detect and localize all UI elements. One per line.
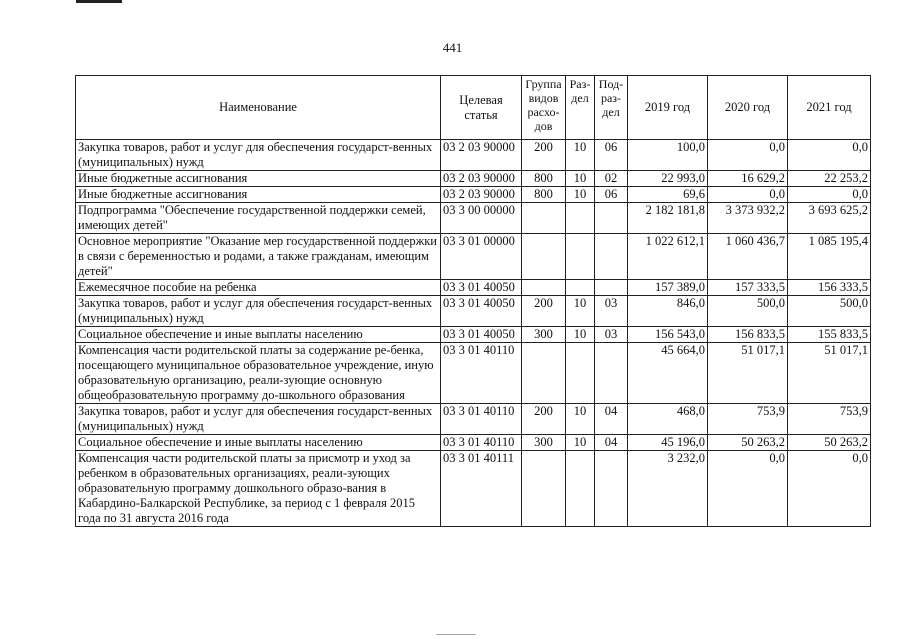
cell-subsection	[595, 451, 628, 527]
table-row	[76, 187, 871, 203]
cell-target-code: 03 3 01 40110	[441, 343, 522, 404]
cell-name: Закупка товаров, работ и услуг для обеспечения государст-венных (муниципальных) нужд	[76, 296, 441, 327]
table-row	[76, 451, 871, 527]
cell-subsection: 04	[595, 404, 628, 435]
cell-section: 10	[566, 404, 595, 435]
cell-2019: 45 196,0	[628, 435, 708, 451]
cell-2021: 500,0	[788, 296, 871, 327]
table-row	[76, 435, 871, 451]
cell-section: 10	[566, 140, 595, 171]
cell-2019: 157 389,0	[628, 280, 708, 296]
cell-target-code: 03 3 01 40050	[441, 327, 522, 343]
header-2020: 2020 год	[708, 76, 788, 140]
budget-table-wrapper	[75, 75, 871, 527]
cell-2020: 0,0	[708, 140, 788, 171]
header-group: Группа видов расхо-дов	[522, 76, 566, 140]
cell-section: 10	[566, 171, 595, 187]
table-body	[76, 140, 871, 527]
cell-2019: 100,0	[628, 140, 708, 171]
cell-2021: 753,9	[788, 404, 871, 435]
cell-group	[522, 451, 566, 527]
cell-name: Основное мероприятие "Оказание мер государственной поддержки в связи с беременностью и родами, а также гражданам, имеющим детей"	[76, 234, 441, 280]
cell-target-code: 03 3 01 40050	[441, 280, 522, 296]
cell-group	[522, 234, 566, 280]
table-row	[76, 327, 871, 343]
cell-2019: 468,0	[628, 404, 708, 435]
cell-name: Иные бюджетные ассигнования	[76, 171, 441, 187]
cell-2020: 51 017,1	[708, 343, 788, 404]
cell-target-code: 03 3 01 00000	[441, 234, 522, 280]
cell-name: Закупка товаров, работ и услуг для обеспечения государст-венных (муниципальных) нужд	[76, 140, 441, 171]
cell-target-code: 03 2 03 90000	[441, 171, 522, 187]
cell-group: 300	[522, 327, 566, 343]
budget-table	[75, 75, 871, 527]
cell-2021: 50 263,2	[788, 435, 871, 451]
cell-2021: 0,0	[788, 140, 871, 171]
cell-group	[522, 203, 566, 234]
cell-2019: 22 993,0	[628, 171, 708, 187]
header-subsection: Под-раз-дел	[595, 76, 628, 140]
cell-name: Компенсация части родительской платы за содержание ре-бенка, посещающего муниципальное образовательное учреждение, иную образовательную организацию, реали-зующие основную общеобразовательную программу до-школьного образования	[76, 343, 441, 404]
cell-2019: 846,0	[628, 296, 708, 327]
cell-subsection: 02	[595, 171, 628, 187]
cell-section: 10	[566, 327, 595, 343]
cell-target-code: 03 3 01 40111	[441, 451, 522, 527]
table-row	[76, 404, 871, 435]
cell-2020: 753,9	[708, 404, 788, 435]
header-row	[76, 76, 871, 140]
cell-2020: 1 060 436,7	[708, 234, 788, 280]
cell-section	[566, 343, 595, 404]
cell-section	[566, 280, 595, 296]
cell-2021: 1 085 195,4	[788, 234, 871, 280]
table-row	[76, 234, 871, 280]
cell-name: Компенсация части родительской платы за присмотр и уход за ребенком в образовательных организациях, реали-зующих образовательную программу дошкольного образо-вания в Кабардино-Балкарской Республике, за период с 1 февраля 2015 года по 31 августа 2016 года	[76, 451, 441, 527]
cell-2020: 0,0	[708, 451, 788, 527]
header-section: Раз-дел	[566, 76, 595, 140]
cell-section	[566, 203, 595, 234]
table-row	[76, 343, 871, 404]
cell-subsection: 03	[595, 296, 628, 327]
cell-2021: 51 017,1	[788, 343, 871, 404]
cell-2019: 1 022 612,1	[628, 234, 708, 280]
cell-2021: 22 253,2	[788, 171, 871, 187]
cell-target-code: 03 3 01 40050	[441, 296, 522, 327]
cell-section: 10	[566, 187, 595, 203]
cell-2020: 500,0	[708, 296, 788, 327]
cell-2021: 0,0	[788, 451, 871, 527]
cell-2020: 50 263,2	[708, 435, 788, 451]
cell-section: 10	[566, 296, 595, 327]
cell-group: 200	[522, 296, 566, 327]
header-target: Целевая статья	[441, 76, 522, 140]
table-row	[76, 140, 871, 171]
header-name: Наименование	[76, 76, 441, 140]
cell-name: Подпрограмма "Обеспечение государственной поддержки семей, имеющих детей"	[76, 203, 441, 234]
cell-name: Ежемесячное пособие на ребенка	[76, 280, 441, 296]
cell-name: Социальное обеспечение и иные выплаты населению	[76, 435, 441, 451]
table-row	[76, 296, 871, 327]
cell-section	[566, 234, 595, 280]
cell-subsection	[595, 343, 628, 404]
cell-2021: 3 693 625,2	[788, 203, 871, 234]
cell-group: 800	[522, 187, 566, 203]
cell-group	[522, 280, 566, 296]
cell-2021: 155 833,5	[788, 327, 871, 343]
cell-group: 800	[522, 171, 566, 187]
cell-name: Закупка товаров, работ и услуг для обеспечения государст-венных (муниципальных) нужд	[76, 404, 441, 435]
cell-section	[566, 451, 595, 527]
header-2021: 2021 год	[788, 76, 871, 140]
cell-subsection: 06	[595, 187, 628, 203]
cell-target-code: 03 2 03 90000	[441, 140, 522, 171]
cell-target-code: 03 3 01 40110	[441, 404, 522, 435]
cell-2019: 156 543,0	[628, 327, 708, 343]
cell-2020: 0,0	[708, 187, 788, 203]
header-2019: 2019 год	[628, 76, 708, 140]
cell-2020: 3 373 932,2	[708, 203, 788, 234]
cell-target-code: 03 3 00 00000	[441, 203, 522, 234]
cell-subsection	[595, 280, 628, 296]
cell-2019: 2 182 181,8	[628, 203, 708, 234]
cell-2021: 0,0	[788, 187, 871, 203]
cell-subsection: 04	[595, 435, 628, 451]
cell-name: Социальное обеспечение и иные выплаты населению	[76, 327, 441, 343]
page-number: 441	[442, 40, 463, 55]
cell-target-code: 03 3 01 40110	[441, 435, 522, 451]
cell-group: 200	[522, 404, 566, 435]
cell-2019: 3 232,0	[628, 451, 708, 527]
cell-group	[522, 343, 566, 404]
table-row	[76, 203, 871, 234]
cell-2021: 156 333,5	[788, 280, 871, 296]
cell-group: 200	[522, 140, 566, 171]
cell-subsection	[595, 203, 628, 234]
cell-subsection: 06	[595, 140, 628, 171]
cell-target-code: 03 2 03 90000	[441, 187, 522, 203]
cell-subsection	[595, 234, 628, 280]
cell-group: 300	[522, 435, 566, 451]
header-rule	[76, 0, 122, 3]
cell-2020: 16 629,2	[708, 171, 788, 187]
cell-2019: 69,6	[628, 187, 708, 203]
cell-subsection: 03	[595, 327, 628, 343]
table-row	[76, 280, 871, 296]
table-row	[76, 171, 871, 187]
cell-2020: 156 833,5	[708, 327, 788, 343]
cell-2020: 157 333,5	[708, 280, 788, 296]
cell-2019: 45 664,0	[628, 343, 708, 404]
cell-section: 10	[566, 435, 595, 451]
cell-name: Иные бюджетные ассигнования	[76, 187, 441, 203]
